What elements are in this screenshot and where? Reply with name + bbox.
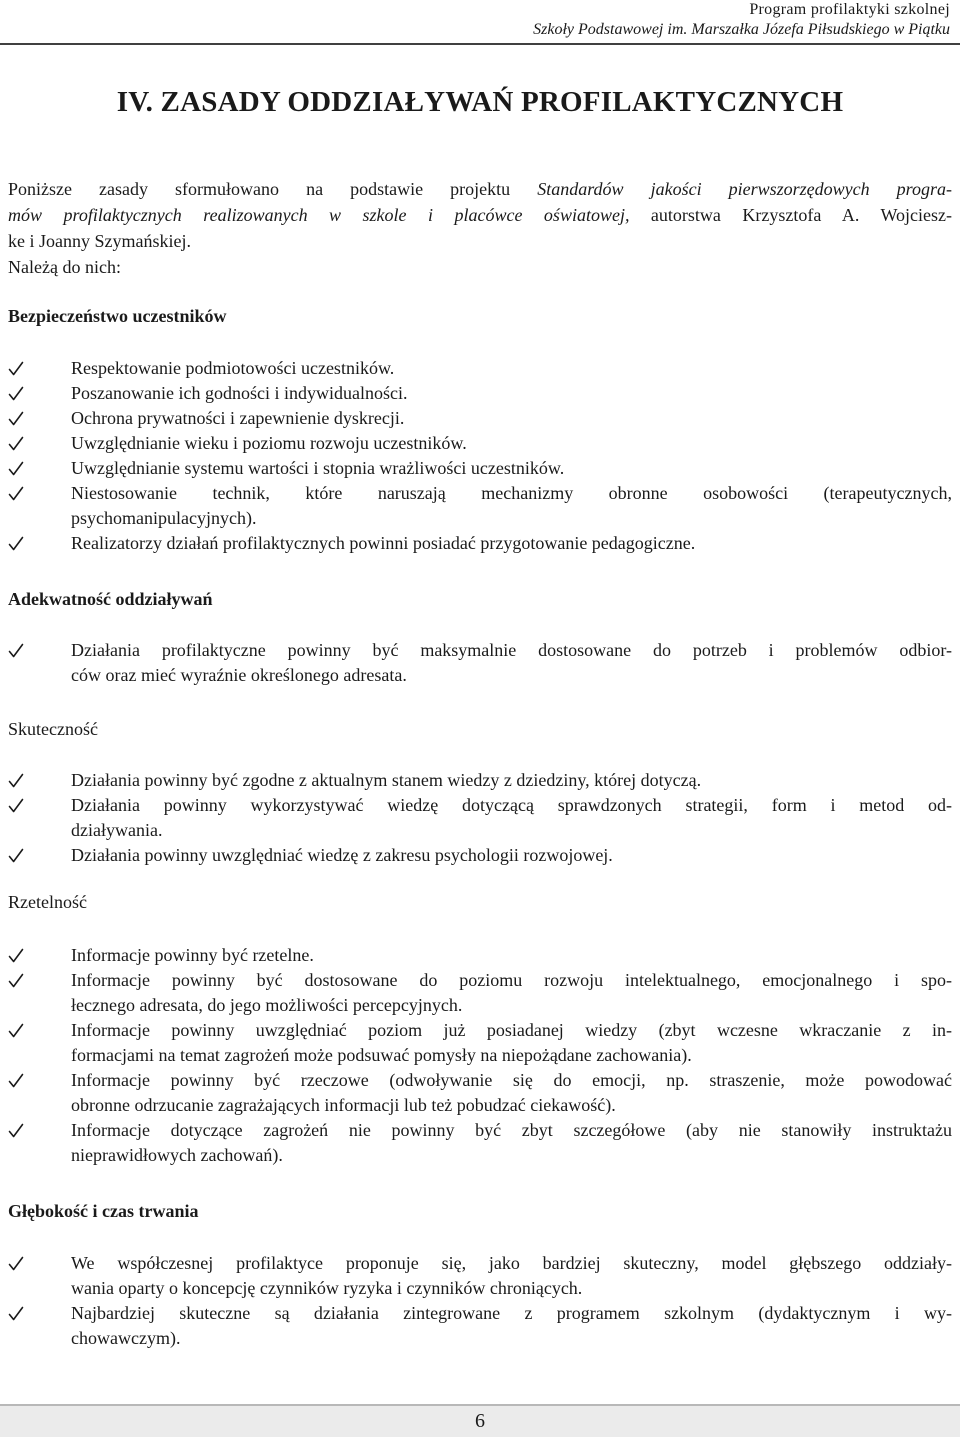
list-item-text: Poszanowanie ich godności i indywidualności. (71, 383, 408, 403)
check-icon (8, 1301, 24, 1326)
list-depth-duration (8, 1251, 952, 1351)
header-program-title: Program profilaktyki szkolnej (749, 1, 950, 18)
check-icon (8, 1251, 24, 1276)
list-item (8, 1251, 952, 1301)
list-item (8, 406, 952, 431)
list-item-text: We współczesnej profilaktyce proponuje się, jako bardziej skuteczny, model głębszego oddziały- (71, 1253, 952, 1273)
intro-paragraph (8, 176, 952, 280)
list-item (8, 1068, 952, 1118)
check-icon (8, 843, 24, 868)
section-heading-effectiveness: Skuteczność (8, 719, 98, 739)
intro-line-3: ke i Joanny Szymańskiej. (8, 231, 191, 251)
list-item-text: wania oparty o koncepcję czynników ryzyka i czynników chroniących. (71, 1278, 583, 1298)
check-icon (8, 481, 24, 506)
list-item-text: Działania powinny wykorzystywać wiedzę dotyczącą sprawdzonych strategii, form i metod od- (71, 795, 952, 815)
list-item-text: Realizatorzy działań profilaktycznych powinni posiadać przygotowanie pedagogiczne. (71, 533, 696, 553)
header-school-name: Szkoły Podstawowej im. Marszałka Józefa Piłsudskiego w Piątku (533, 21, 950, 38)
list-item-text: Uwzględnianie systemu wartości i stopnia wrażliwości uczestników. (71, 458, 565, 478)
list-item-text: Działania profilaktyczne powinny być maksymalnie dostosowane do potrzeb i problemów odbior- (71, 640, 952, 660)
check-icon (8, 381, 24, 406)
list-item-text: ców oraz mieć wyraźnie określonego adresata. (71, 665, 407, 685)
section-heading-reliability: Rzetelność (8, 892, 87, 912)
intro-text: autorstwa Krzysztofa A. Wojciesz- (629, 205, 953, 225)
intro-line-2 (8, 202, 952, 228)
check-icon (8, 638, 24, 663)
intro-text: Poniższe zasady sformułowano na podstawie projektu (8, 179, 538, 199)
list-item (8, 431, 952, 456)
list-item (8, 793, 952, 843)
chapter-title: IV. ZASADY ODDZIAŁYWAŃ PROFILAKTYCZNYCH (116, 86, 844, 118)
header-rule (0, 43, 960, 45)
list-item (8, 968, 952, 1018)
list-item (8, 1118, 952, 1168)
intro-line-4: Należą do nich: (8, 257, 121, 277)
check-icon (8, 968, 24, 993)
list-item-text: formacjami na temat zagrożeń może podsuwać pomysły na niepożądane zachowania). (71, 1045, 692, 1065)
list-item (8, 456, 952, 481)
list-item-text: Działania powinny uwzględniać wiedzę z zakresu psychologii rozwojowej. (71, 845, 613, 865)
list-item-text: łecznego adresata, do jego możliwości percepcyjnych. (71, 995, 463, 1015)
list-reliability (8, 943, 952, 1168)
list-item-text: chowawczym). (71, 1328, 181, 1348)
intro-italic-text: mów profilaktycznych realizowanych w szkole i placówce oświatowej, (8, 205, 630, 225)
list-item-text: nieprawidłowych zachowań). (71, 1145, 283, 1165)
page-footer (0, 1404, 960, 1437)
check-icon (8, 943, 24, 968)
list-adequacy (8, 638, 952, 688)
list-item-text: Uwzględnianie wieku i poziomu rozwoju uczestników. (71, 433, 467, 453)
section-heading-safety: Bezpieczeństwo uczestników (8, 306, 227, 326)
list-item (8, 843, 952, 868)
page-number: 6 (475, 1410, 485, 1432)
section-heading-adequacy: Adekwatność oddziaływań (8, 589, 213, 609)
list-item (8, 768, 952, 793)
check-icon (8, 406, 24, 431)
list-item-text: Informacje powinny być rzetelne. (71, 945, 314, 965)
list-item (8, 531, 952, 556)
list-item (8, 943, 952, 968)
check-icon (8, 1118, 24, 1143)
check-icon (8, 793, 24, 818)
list-effectiveness (8, 768, 952, 868)
list-item (8, 1018, 952, 1068)
list-item (8, 1301, 952, 1351)
list-item-text: działywania. (71, 820, 163, 840)
list-item-text: Informacje powinny być dostosowane do poziomu rozwoju intelektualnego, emocjonalnego i spo- (71, 970, 952, 990)
list-item (8, 481, 952, 531)
list-safety (8, 356, 952, 556)
running-header (0, 0, 960, 44)
list-item (8, 638, 952, 688)
check-icon (8, 768, 24, 793)
list-item-text: Informacje powinny uwzględniać poziom już posiadanej wiedzy (zbyt wczesne wkraczanie z in- (71, 1020, 952, 1040)
list-item-text: Działania powinny być zgodne z aktualnym stanem wiedzy z dziedziny, której dotyczą. (71, 770, 702, 790)
intro-italic-text: Standardów jakości pierwszorzędowych progra- (537, 179, 952, 199)
check-icon (8, 356, 24, 381)
list-item-text: Najbardziej skuteczne są działania zintegrowane z programem szkolnym (dydaktycznym i wy- (71, 1303, 952, 1323)
list-item-text: Respektowanie podmiotowości uczestników. (71, 358, 395, 378)
check-icon (8, 456, 24, 481)
check-icon (8, 531, 24, 556)
section-heading-depth-duration: Głębokość i czas trwania (8, 1201, 199, 1221)
list-item-text: Informacje powinny być rzeczowe (odwoływanie się do emocji, np. straszenie, może powodować (71, 1070, 952, 1090)
check-icon (8, 1018, 24, 1043)
list-item-text: Informacje dotyczące zagrożeń nie powinny być zbyt szczegółowe (aby nie stanowiły instruktażu (71, 1120, 952, 1140)
check-icon (8, 1068, 24, 1093)
list-item-text: psychomanipulacyjnych). (71, 508, 257, 528)
intro-line-1 (8, 176, 952, 202)
list-item-text: Niestosowanie technik, które naruszają mechanizmy obronne osobowości (terapeutycznych, (71, 483, 952, 503)
check-icon (8, 431, 24, 456)
list-item (8, 381, 952, 406)
list-item-text: obronne odrzucanie zagrażających informacji lub też pobudzać ciekawość). (71, 1095, 616, 1115)
list-item (8, 356, 952, 381)
list-item-text: Ochrona prywatności i zapewnienie dyskrecji. (71, 408, 405, 428)
